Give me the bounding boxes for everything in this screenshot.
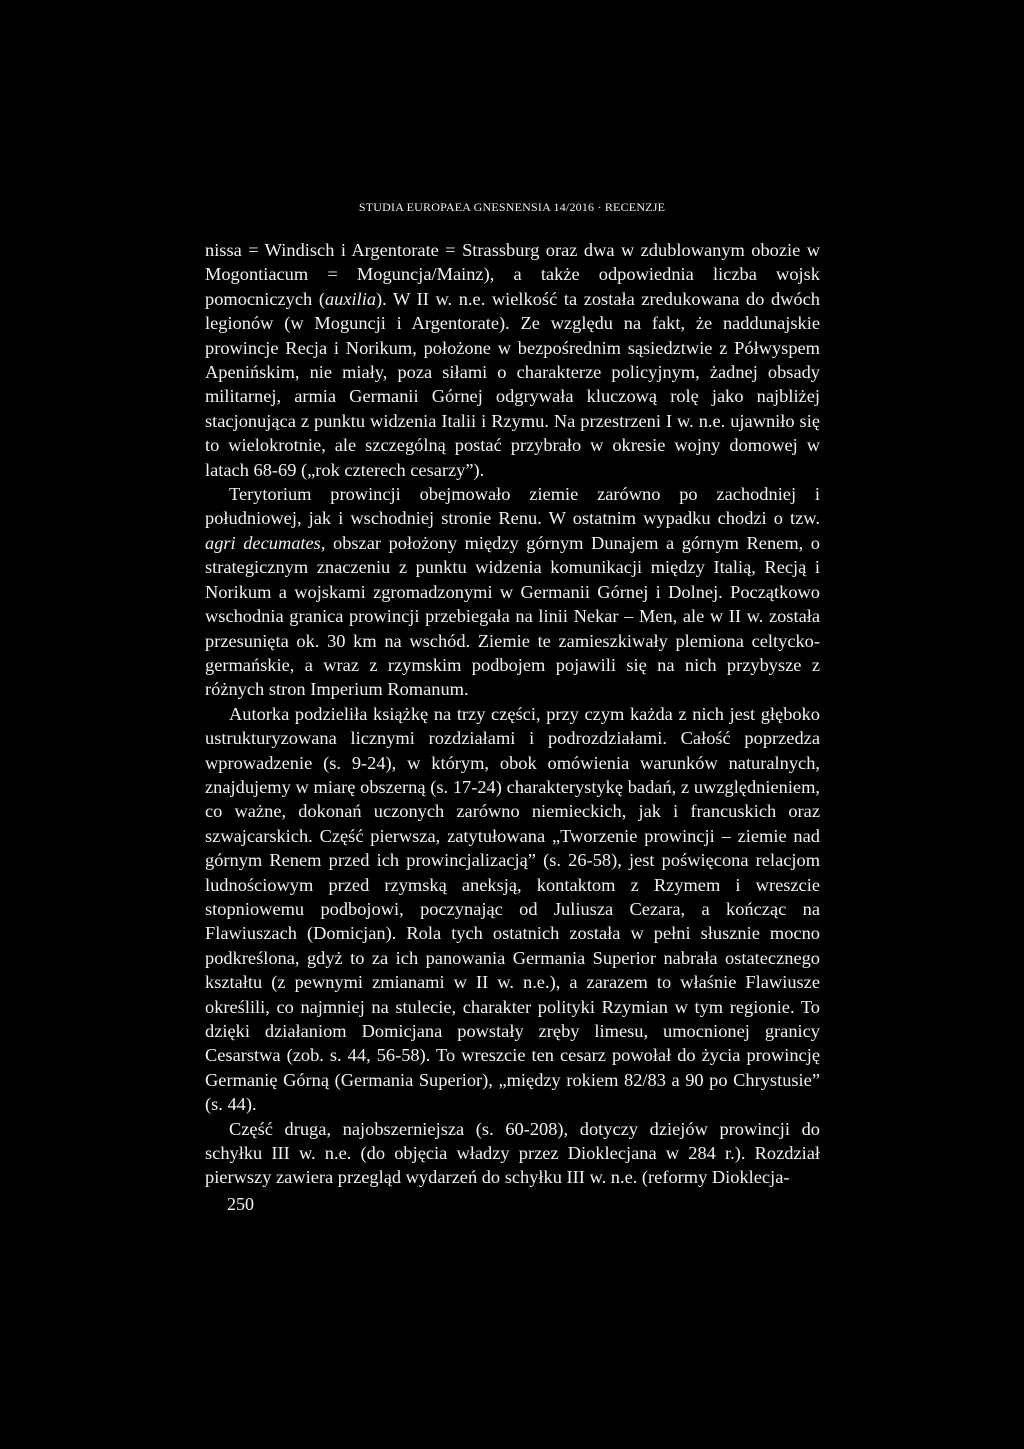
paragraph-1 [205, 238, 820, 482]
paragraph-2-text-a: Terytorium prowincji obejmowało ziemie zarówno po zachodniej i południowej, jak i wschodniej stronie Renu. W ostatnim wypadku chodzi o tzw. [205, 484, 820, 529]
paragraph-2-italic-term: agri decumates [205, 532, 321, 553]
paragraph-1-italic-term: auxilia [324, 288, 377, 309]
body-text [205, 238, 820, 1190]
paragraph-1-text-a: nissa = Windisch i Argentorate = Strassburg oraz dwa w zdublowanym obozie w Mogontiacum = Moguncja/Mainz), a także odpowiednia liczba wojsk pomocniczych ( [205, 240, 820, 309]
paragraph-2 [205, 482, 820, 702]
paragraph-1-text-b: ). W II w. n.e. wielkość ta została zredukowana do dwóch legionów (w Moguncji i Argentorate). Ze względu na fakt, że naddunajskie prowincje Recja i Norikum, położone w bezpośrednim sąsiedztwie z Półwyspem Apenińskim, nie miały, poza siłami o charakterze policyjnym, żadnej obsady militarnej, armia Germanii Górnej odgrywała kluczową rolę jako najbliżej stacjonująca z punktu widzenia Italii i Rzymu. Na przestrzeni I w. n.e. ujawniło się to wielokrotnie, ale szczególną postać przybrało w okresie wojny domowej w latach 68-69 („rok czterech cesarzy”). [205, 288, 820, 480]
paragraph-2-text-b: , obszar położony między górnym Dunajem a górnym Renem, o strategicznym znaczeniu z punktu widzenia komunikacji między Italią, Recją i Norikum a wojskami zgromadzonymi w Germanii Górnej i Dolnej. Początkowo wschodnia granica prowincji przebiegała na linii Nekar – Men, ale w II w. została przesunięta ok. 30 km na wschód. Ziemie te zamieszkiwały plemiona celtycko-germańskie, a wraz z rzymskim podbojem pojawili się na nich przybysze z różnych stron Imperium Romanum. [205, 532, 820, 700]
page-number: 250 [227, 1194, 254, 1214]
paragraph-3: Autorka podzieliła książkę na trzy części, przy czym każda z nich jest głęboko ustrukturyzowana licznymi rozdziałami i podrozdziałami. Całość poprzedza wprowadzenie (s. 9-24), w którym, obok omówienia warunków naturalnych, znajdujemy w miarę obszerną (s. 17-24) charakterystykę badań, z uwzględnieniem, co ważne, dokonań uczonych zarówno niemieckich, jak i francuskich oraz szwajcarskich. Część pierwsza, zatytułowana „Tworzenie prowincji – ziemie nad górnym Renem przed ich prowincjalizacją” (s. 26-58), jest poświęcona relacjom ludnościowym przed rzymską aneksją, kontaktom z Rzymem i wreszcie stopniowemu podbojowi, poczynając od Juliusza Cezara, a kończąc na Flawiuszach (Domicjan). Rola tych ostatnich została w pełni słusznie mocno podkreślona, gdyż to za ich panowania Germania Superior nabrała ostatecznego kształtu (z pewnymi zmianami w II w. n.e.), a zarazem to właśnie Flawiusze określili, co najmniej na stulecie, charakter polityki Rzymian w tym regionie. To dzięki działaniom Domicjana powstały zręby limesu, umocnionej granicy Cesarstwa (zob. s. 44, 56-58). To wreszcie ten cesarz powołał do życia prowincję Germanię Górną (Germania Superior), „między rokiem 82/83 a 90 po Chrystusie” (s. 44). [205, 703, 820, 1115]
paragraph-4: Część druga, najobszerniejsza (s. 60-208), dotyczy dziejów prowincji do schyłku III w. n.e. (do objęcia władzy przez Dioklecjana w 284 r.). Rozdział pierwszy zawiera przegląd wydarzeń do schyłku III w. n.e. (reformy Dioklecja- [205, 1118, 820, 1188]
running-header: STUDIA EUROPAEA GNESNENSIA 14/2016 · RECENZJE [358, 200, 666, 214]
